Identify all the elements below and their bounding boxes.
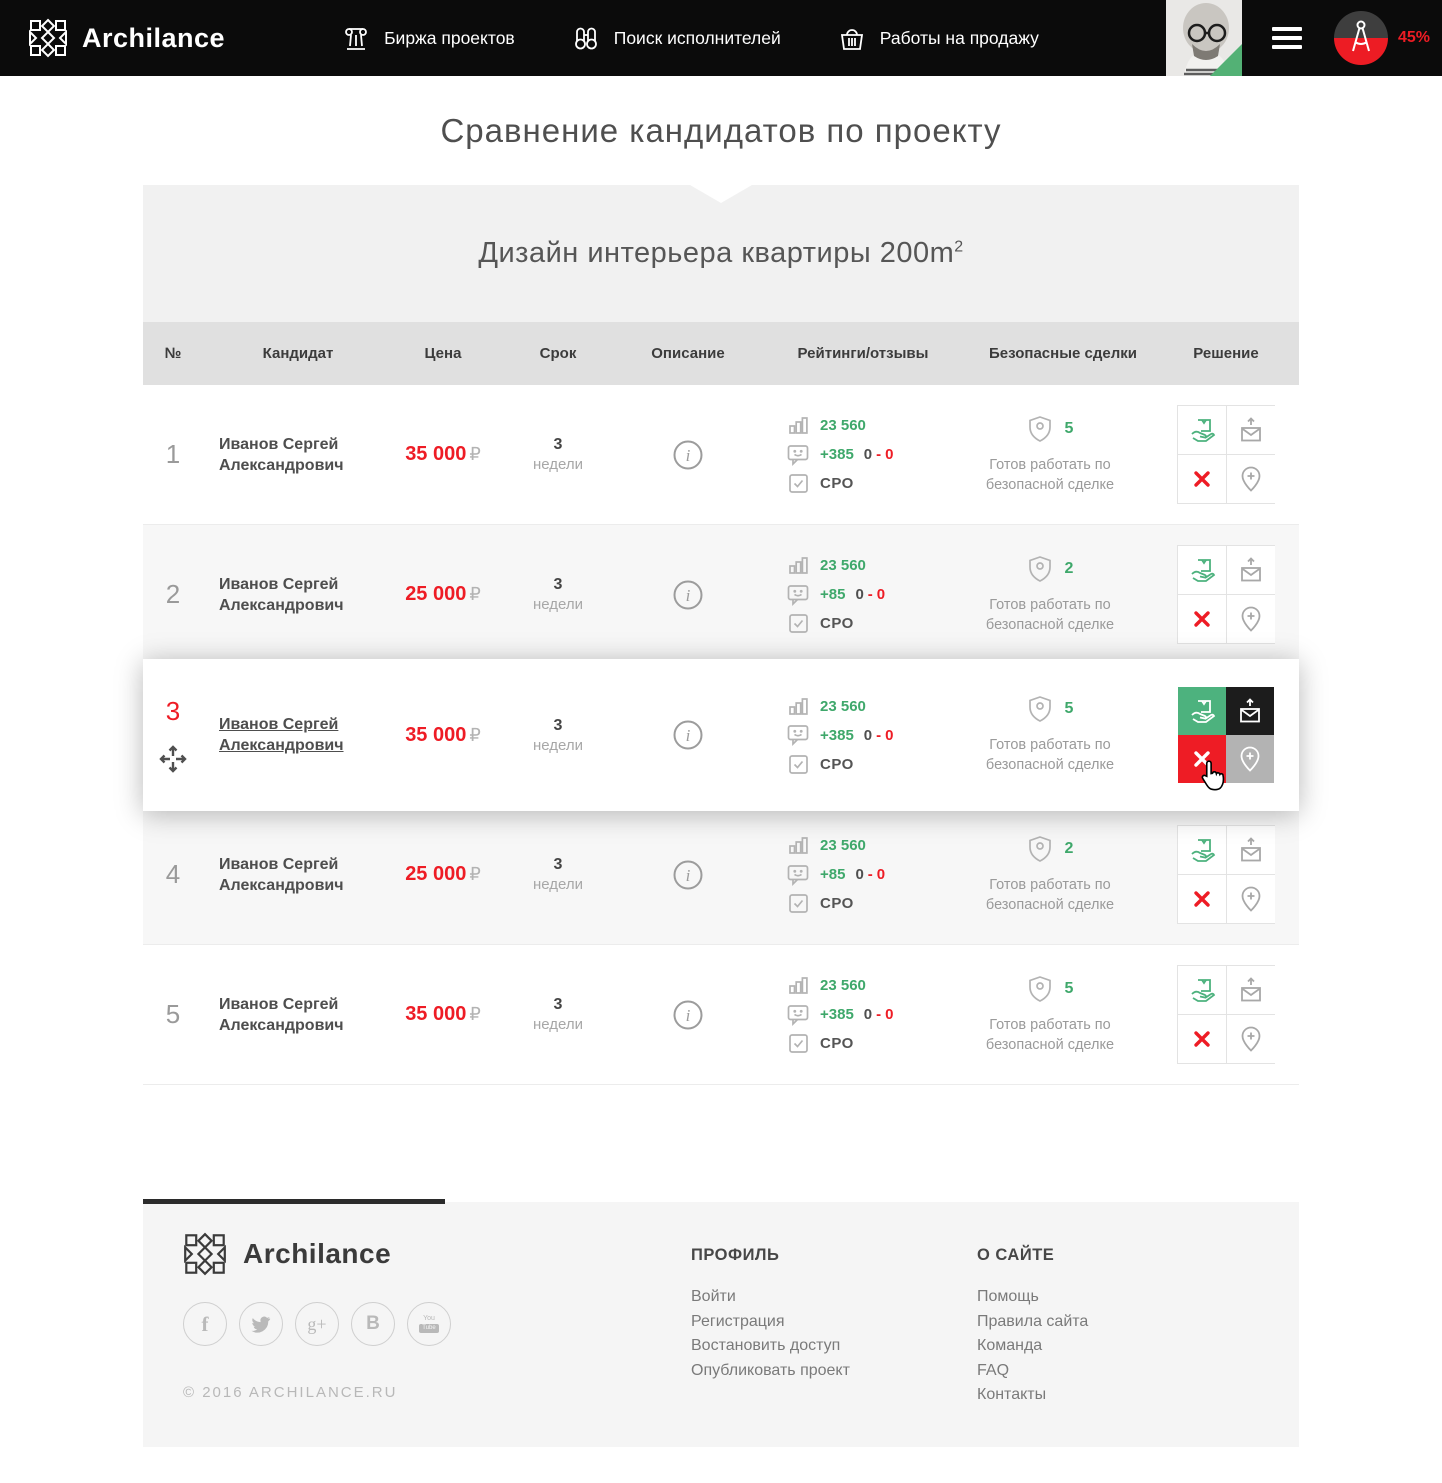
compass-badge-icon bbox=[1334, 11, 1388, 65]
reviews-negative: 0 bbox=[885, 726, 894, 744]
checkbox-icon bbox=[786, 892, 810, 915]
svg-text:i: i bbox=[685, 726, 691, 745]
ruble-sign: ₽ bbox=[469, 1004, 481, 1024]
safe-deal-text: Готов работать по безопасной сделке bbox=[985, 876, 1115, 913]
bottom-spacer bbox=[143, 1447, 1299, 1478]
term-unit: недели bbox=[532, 876, 584, 893]
row-number: 2 bbox=[165, 579, 181, 609]
bar-chart-icon bbox=[786, 554, 810, 577]
table-row bbox=[143, 805, 1299, 945]
checkbox-icon bbox=[786, 612, 810, 635]
shield-icon bbox=[1027, 415, 1053, 443]
nav-item-search-executors[interactable] bbox=[571, 23, 781, 53]
rating-cert-line bbox=[786, 1031, 973, 1056]
reviews-negative: 0 bbox=[876, 586, 886, 603]
reject-button[interactable] bbox=[1178, 455, 1226, 503]
reviews-dash: - bbox=[867, 866, 873, 883]
rating-cert-line bbox=[786, 471, 973, 496]
reviews-dash: - bbox=[876, 726, 882, 744]
term-value: 3 bbox=[553, 436, 563, 453]
table-row bbox=[143, 385, 1299, 525]
social-links bbox=[183, 1302, 691, 1346]
rating-reviews-line bbox=[786, 723, 973, 748]
mouse-cursor-icon bbox=[1198, 759, 1228, 793]
reviews-neutral: 0 bbox=[863, 726, 873, 744]
review-bubble-icon bbox=[786, 583, 810, 607]
reviews-dash: - bbox=[867, 586, 873, 603]
price-value: 35 000 bbox=[405, 1003, 467, 1025]
add-location-button[interactable] bbox=[1227, 1015, 1275, 1063]
send-message-button[interactable] bbox=[1227, 966, 1275, 1014]
candidate-name-link[interactable]: Иванов Сергей Александрович bbox=[219, 855, 344, 894]
ruble-sign: ₽ bbox=[469, 584, 481, 604]
shield-icon bbox=[1027, 975, 1053, 1003]
row-number: 3 bbox=[165, 695, 181, 726]
table-row bbox=[143, 945, 1299, 1085]
candidate-name-link[interactable]: Иванов Сергей Александрович bbox=[219, 995, 344, 1034]
svg-text:i: i bbox=[685, 585, 691, 605]
reject-button[interactable] bbox=[1178, 875, 1226, 923]
svg-text:i: i bbox=[685, 445, 691, 465]
row-number: 4 bbox=[165, 859, 181, 889]
nav-label: Работы на продажу bbox=[879, 27, 1039, 48]
info-icon[interactable] bbox=[672, 579, 704, 611]
footer-link-team[interactable]: Команда bbox=[977, 1337, 1043, 1354]
rating-views-line bbox=[786, 833, 973, 858]
col-header-price: Цена bbox=[424, 345, 462, 362]
views-count: 23 560 bbox=[820, 837, 866, 854]
shield-icon bbox=[1027, 555, 1053, 583]
reviews-negative: 0 bbox=[885, 446, 894, 463]
top-header bbox=[0, 0, 1442, 76]
col-header-candidate: Кандидат bbox=[262, 345, 334, 362]
accept-deal-button[interactable] bbox=[1178, 966, 1226, 1014]
safe-deal-text: Готов работать по безопасной сделке bbox=[985, 456, 1115, 493]
nav-label: Поиск исполнителей bbox=[613, 27, 781, 48]
reviews-negative: 0 bbox=[885, 1006, 894, 1023]
safe-deals-count: 2 bbox=[1064, 839, 1074, 857]
svg-text:i: i bbox=[685, 1005, 691, 1025]
reject-button[interactable] bbox=[1178, 1015, 1226, 1063]
basket-icon bbox=[837, 23, 867, 53]
col-header-deals: Безопасные сделки bbox=[989, 345, 1137, 362]
safe-deals-count: 2 bbox=[1064, 559, 1074, 577]
footer-profile-column bbox=[691, 1232, 977, 1408]
safe-deals-count: 5 bbox=[1064, 419, 1074, 437]
notch-triangle bbox=[690, 185, 752, 203]
col-header-description: Описание bbox=[651, 345, 725, 362]
price-value: 25 000 bbox=[405, 863, 467, 885]
project-title: Дизайн интерьера квартиры $200m^2$ bbox=[478, 237, 964, 269]
price-value: 35 000 bbox=[405, 443, 467, 465]
cert-label: СРО bbox=[820, 755, 854, 773]
checkbox-icon bbox=[786, 472, 810, 495]
rating-reviews-line bbox=[786, 862, 973, 887]
column-icon bbox=[341, 23, 371, 53]
cert-label: СРО bbox=[820, 475, 854, 492]
rating-cert-line bbox=[786, 891, 973, 916]
cert-label: СРО bbox=[820, 1035, 854, 1052]
term-unit: недели bbox=[532, 1016, 584, 1033]
views-count: 23 560 bbox=[820, 557, 866, 574]
footer-link-login[interactable]: Войти bbox=[691, 1288, 736, 1305]
brand-logo[interactable] bbox=[28, 18, 225, 58]
accept-deal-button[interactable] bbox=[1178, 687, 1226, 735]
views-count: 23 560 bbox=[820, 417, 866, 434]
send-message-button[interactable] bbox=[1227, 826, 1275, 874]
profile-progress-badge[interactable] bbox=[1334, 11, 1430, 65]
footer-link-register[interactable]: Регистрация bbox=[691, 1312, 785, 1330]
footer-profile-title: ПРОФИЛЬ bbox=[691, 1246, 780, 1264]
footer bbox=[143, 1202, 1299, 1447]
nav-item-projects[interactable] bbox=[341, 23, 515, 53]
rating-reviews-line bbox=[786, 1002, 973, 1027]
google-plus-icon[interactable]: g+ bbox=[295, 1302, 339, 1346]
candidate-name-link[interactable]: Иванов Сергей Александрович bbox=[219, 575, 344, 614]
safe-deal-text: Готов работать по безопасной сделке bbox=[985, 596, 1115, 633]
footer-link-help[interactable]: Помощь bbox=[977, 1288, 1039, 1305]
rating-reviews-line bbox=[786, 442, 973, 467]
footer-about-column bbox=[977, 1232, 1088, 1408]
page-title-bar bbox=[143, 76, 1299, 185]
drag-handle-icon[interactable] bbox=[157, 743, 189, 775]
ruble-sign: ₽ bbox=[469, 444, 481, 464]
table-body bbox=[143, 385, 1299, 1085]
rating-views-line bbox=[786, 413, 973, 438]
hamburger-menu-icon[interactable] bbox=[1272, 27, 1302, 49]
footer-link-restore[interactable]: Востановить доступ bbox=[691, 1337, 841, 1354]
term-value: 3 bbox=[553, 576, 563, 593]
project-title-sup: 2 bbox=[954, 238, 964, 256]
col-header-num: № bbox=[164, 345, 182, 362]
term-unit: недели bbox=[532, 456, 584, 473]
term-value: 3 bbox=[553, 996, 563, 1013]
add-location-button[interactable] bbox=[1227, 455, 1275, 503]
footer-logo[interactable] bbox=[183, 1232, 691, 1276]
review-bubble-icon bbox=[786, 443, 810, 467]
table-header bbox=[143, 322, 1299, 385]
twitter-icon[interactable] bbox=[239, 1302, 283, 1346]
decision-buttons bbox=[1177, 405, 1275, 504]
footer-link-contacts[interactable]: Контакты bbox=[977, 1386, 1047, 1403]
page-title: Сравнение кандидатов по проекту bbox=[440, 111, 1002, 149]
term-unit: недели bbox=[532, 596, 584, 613]
reviews-neutral: 0 bbox=[863, 446, 873, 463]
table-row bbox=[143, 659, 1299, 811]
reviews-negative: 0 bbox=[876, 866, 886, 883]
add-location-button[interactable] bbox=[1227, 875, 1275, 923]
candidate-name-link[interactable]: Иванов Сергей Александрович bbox=[219, 716, 344, 754]
footer-link-faq[interactable]: FAQ bbox=[977, 1361, 1010, 1379]
youtube-icon[interactable]: You Tube bbox=[407, 1302, 451, 1346]
reviews-positive: +85 bbox=[820, 866, 846, 883]
decision-buttons bbox=[1177, 825, 1275, 924]
nav-item-works-for-sale[interactable] bbox=[837, 23, 1039, 53]
cert-label: СРО bbox=[820, 615, 854, 632]
col-header-term: Срок bbox=[539, 345, 577, 362]
decision-buttons bbox=[1177, 545, 1275, 644]
info-icon[interactable] bbox=[672, 999, 704, 1031]
rating-views-line bbox=[786, 553, 973, 578]
reviews-neutral: 0 bbox=[855, 586, 864, 603]
copyright: © 2016 ARCHILANCE.RU bbox=[183, 1384, 398, 1401]
rating-views-line bbox=[786, 694, 973, 719]
project-subtitle-band bbox=[143, 185, 1299, 322]
archilance-logo-icon bbox=[28, 18, 68, 58]
term-value: 3 bbox=[553, 716, 563, 734]
ruble-sign: ₽ bbox=[469, 864, 481, 884]
term-value: 3 bbox=[553, 856, 563, 873]
table-row bbox=[143, 525, 1299, 665]
bar-chart-icon bbox=[786, 974, 810, 997]
bar-chart-icon bbox=[786, 414, 810, 437]
reviews-neutral: 0 bbox=[863, 1006, 873, 1023]
ruble-sign: ₽ bbox=[469, 724, 481, 745]
user-avatar[interactable] bbox=[1166, 0, 1242, 76]
rating-reviews-line bbox=[786, 582, 973, 607]
reviews-dash: - bbox=[876, 1006, 882, 1023]
cert-label: СРО bbox=[820, 895, 854, 912]
review-bubble-icon bbox=[786, 1003, 810, 1027]
nav-label: Биржа проектов bbox=[384, 27, 515, 48]
reviews-dash: - bbox=[876, 446, 882, 463]
safe-deals-count: 5 bbox=[1064, 979, 1074, 997]
info-icon[interactable] bbox=[672, 859, 704, 891]
progress-percent: 45% bbox=[1397, 29, 1430, 46]
rating-cert-line bbox=[786, 752, 973, 777]
shield-icon bbox=[1027, 835, 1053, 863]
footer-accent-bar bbox=[143, 1199, 445, 1204]
info-icon[interactable] bbox=[672, 719, 704, 751]
term-unit: недели bbox=[532, 736, 584, 754]
send-message-button[interactable] bbox=[1226, 687, 1274, 735]
candidate-name-link[interactable]: Иванов Сергей Александрович bbox=[219, 435, 344, 474]
price-value: 35 000 bbox=[405, 723, 467, 746]
rating-cert-line bbox=[786, 611, 973, 636]
bar-chart-icon bbox=[786, 695, 810, 718]
binoculars-icon bbox=[571, 23, 601, 53]
safe-deal-text: Готов работать по безопасной сделке bbox=[985, 1016, 1115, 1053]
footer-brand-name: Archilance bbox=[243, 1238, 392, 1269]
footer-link-publish[interactable]: Опубликовать проект bbox=[691, 1361, 850, 1379]
row-number: 1 bbox=[165, 439, 181, 469]
add-location-button[interactable] bbox=[1227, 595, 1275, 643]
price-value: 25 000 bbox=[405, 583, 467, 605]
brand-name: Archilance bbox=[82, 22, 226, 53]
send-message-button[interactable] bbox=[1227, 546, 1275, 594]
views-count: 23 560 bbox=[820, 977, 866, 994]
accept-deal-button[interactable] bbox=[1178, 826, 1226, 874]
facebook-icon[interactable]: f bbox=[183, 1302, 227, 1346]
rating-views-line bbox=[786, 973, 973, 998]
views-count: 23 560 bbox=[820, 697, 866, 715]
review-bubble-icon bbox=[786, 863, 810, 887]
safe-deal-text: Готов работать по безопасной сделке bbox=[985, 737, 1115, 773]
main-nav bbox=[341, 23, 1095, 53]
send-message-button[interactable] bbox=[1227, 406, 1275, 454]
reject-button[interactable] bbox=[1178, 595, 1226, 643]
reviews-positive: +385 bbox=[820, 1006, 854, 1023]
reviews-neutral: 0 bbox=[855, 866, 864, 883]
shield-icon bbox=[1027, 695, 1053, 723]
info-icon[interactable] bbox=[672, 439, 704, 471]
decision-buttons bbox=[1177, 686, 1275, 784]
accept-deal-button[interactable] bbox=[1178, 406, 1226, 454]
footer-about-title: О САЙТЕ bbox=[977, 1246, 1055, 1264]
row-number: 5 bbox=[165, 999, 181, 1029]
archilance-footer-logo-icon bbox=[183, 1232, 227, 1276]
svg-text:i: i bbox=[685, 865, 691, 885]
safe-deals-count: 5 bbox=[1064, 700, 1074, 717]
checkbox-icon bbox=[786, 1032, 810, 1055]
decision-buttons bbox=[1177, 965, 1275, 1064]
accept-deal-button[interactable] bbox=[1178, 546, 1226, 594]
add-location-button[interactable] bbox=[1226, 735, 1274, 783]
bar-chart-icon bbox=[786, 834, 810, 857]
review-bubble-icon bbox=[786, 723, 810, 747]
vk-icon[interactable]: B bbox=[351, 1302, 395, 1346]
reviews-positive: +385 bbox=[820, 726, 854, 744]
reviews-positive: +385 bbox=[820, 446, 854, 463]
col-header-decision: Решение bbox=[1193, 345, 1259, 362]
col-header-ratings: Рейтинги/отзывы bbox=[797, 345, 929, 362]
reviews-positive: +85 bbox=[820, 586, 846, 603]
footer-link-rules[interactable]: Правила сайта bbox=[977, 1312, 1089, 1330]
checkbox-icon bbox=[786, 753, 810, 776]
